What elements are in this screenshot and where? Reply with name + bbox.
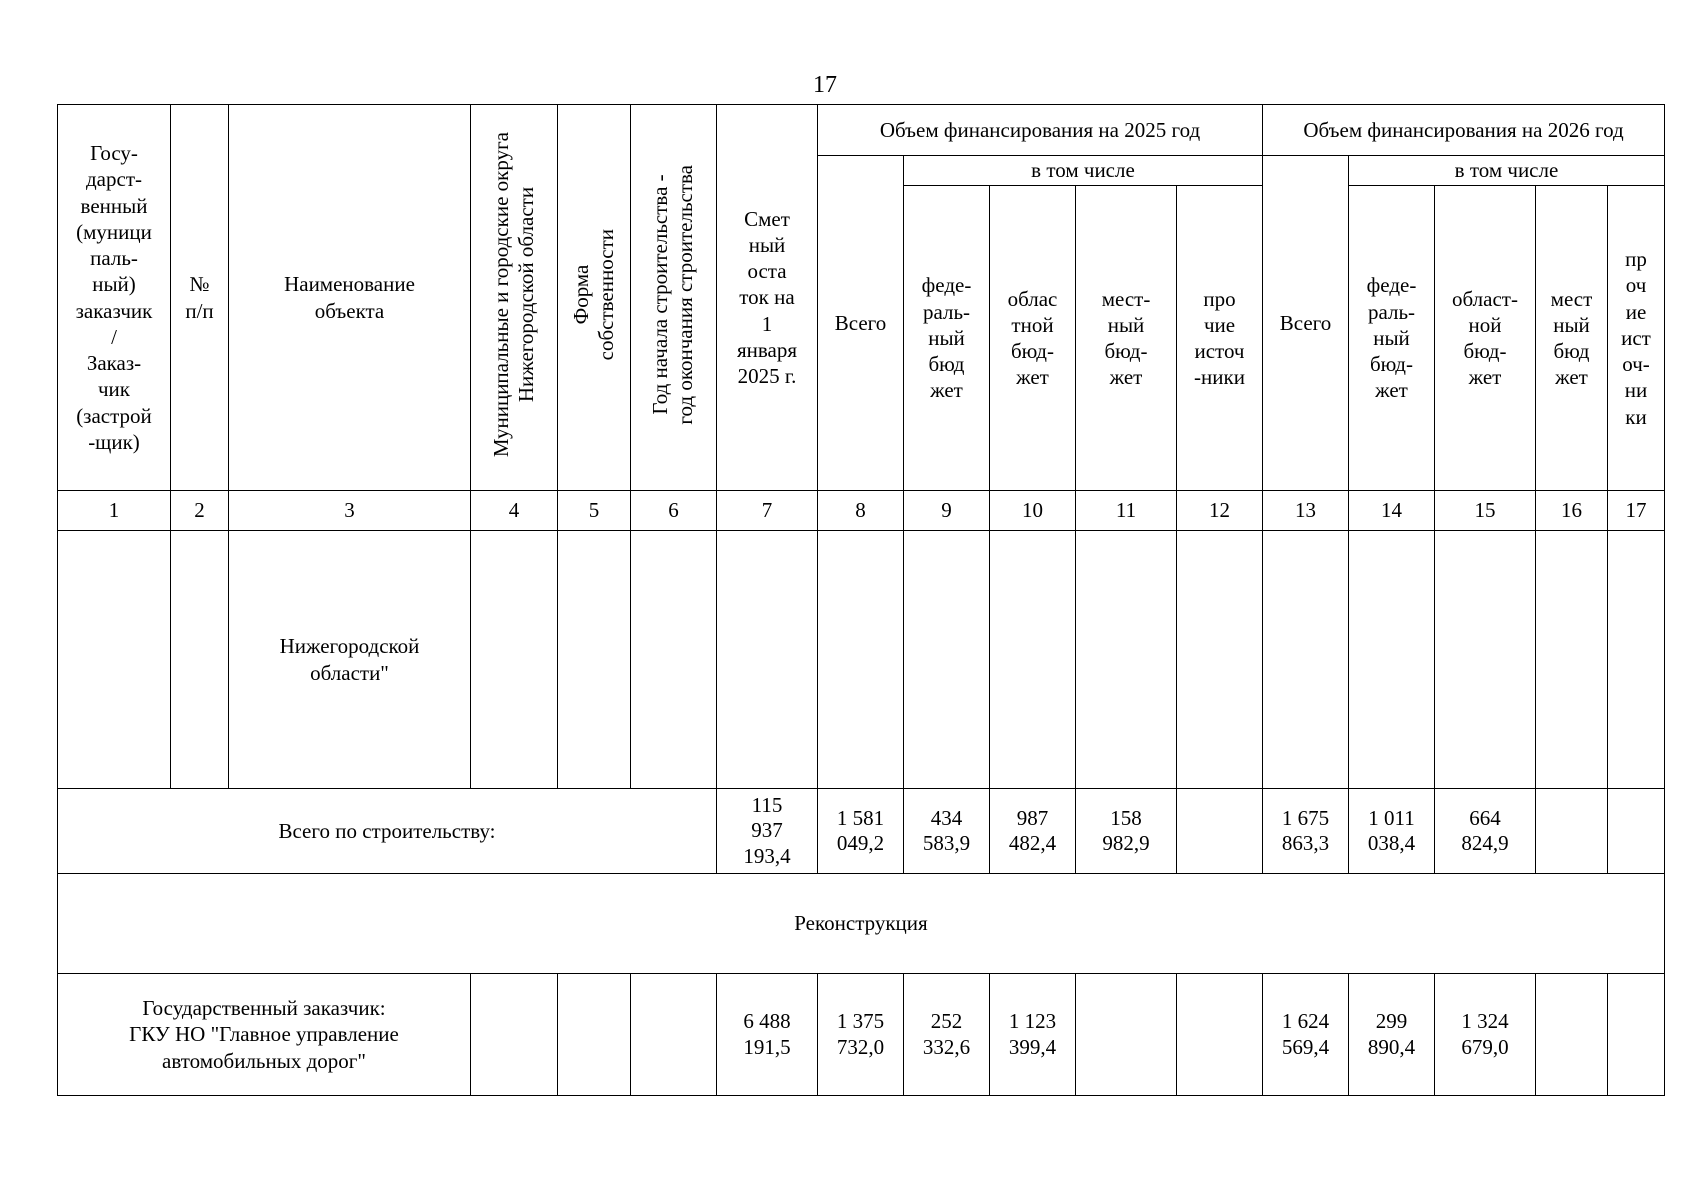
total-federal-2026: 1 011 038,4 xyxy=(1349,789,1435,874)
column-number: 10 xyxy=(990,491,1076,531)
total-regional-2026: 664 824,9 xyxy=(1435,789,1536,874)
header-local-2025: мест- ный бюд- жет xyxy=(1076,186,1177,491)
column-number: 5 xyxy=(558,491,631,531)
header-other-2025: про чие источ -ники xyxy=(1177,186,1263,491)
header-federal-2025: феде- раль- ный бюд жет xyxy=(904,186,990,491)
header-municipalities-text: Муниципальные и городские округа Нижегородской области xyxy=(488,131,538,457)
total-2025: 1 581 049,2 xyxy=(818,789,904,874)
header-construction-years xyxy=(631,105,717,491)
column-number: 1 xyxy=(58,491,171,531)
header-object-name: Наименование объекта xyxy=(229,105,471,491)
header-other-2026: пр оч ие ист оч- ни ки xyxy=(1608,186,1665,491)
customer-federal-2026: 299 890,4 xyxy=(1349,974,1435,1096)
total-estimate: 115 937 193,4 xyxy=(717,789,818,874)
total-row xyxy=(58,789,1665,874)
financing-table xyxy=(57,104,1665,1096)
column-number: 17 xyxy=(1608,491,1665,531)
total-other-2025 xyxy=(1177,789,1263,874)
column-number: 8 xyxy=(818,491,904,531)
total-local-2026 xyxy=(1536,789,1608,874)
header-ownership xyxy=(558,105,631,491)
customer-regional-2026: 1 324 679,0 xyxy=(1435,974,1536,1096)
column-number: 16 xyxy=(1536,491,1608,531)
header-estimate-balance: Смет ный оста ток на 1 января 2025 г. xyxy=(717,105,818,491)
header-municipalities xyxy=(471,105,558,491)
customer-row-label: Государственный заказчик: ГКУ НО "Главное управление автомобильных дорог" xyxy=(58,974,471,1096)
customer-local-2026 xyxy=(1536,974,1608,1096)
customer-row xyxy=(58,974,1665,1096)
customer-other-2026 xyxy=(1608,974,1665,1096)
total-federal-2025: 434 583,9 xyxy=(904,789,990,874)
customer-federal-2025: 252 332,6 xyxy=(904,974,990,1096)
header-local-2026: мест ный бюд жет xyxy=(1536,186,1608,491)
column-number: 3 xyxy=(229,491,471,531)
page-number: 17 xyxy=(813,72,837,98)
header-federal-2026: феде- раль- ный бюд- жет xyxy=(1349,186,1435,491)
customer-total-2026: 1 624 569,4 xyxy=(1263,974,1349,1096)
column-number: 2 xyxy=(171,491,229,531)
header-row-number: № п/п xyxy=(171,105,229,491)
customer-estimate: 6 488 191,5 xyxy=(717,974,818,1096)
customer-other-2025 xyxy=(1177,974,1263,1096)
header-including-2026: в том числе xyxy=(1349,156,1665,186)
header-ownership-text: Форма собственности xyxy=(568,228,618,361)
column-number: 14 xyxy=(1349,491,1435,531)
header-financing-2025: Объем финансирования на 2025 год xyxy=(818,105,1263,156)
section-title: Реконструкция xyxy=(58,874,1665,974)
column-number: 9 xyxy=(904,491,990,531)
column-number: 12 xyxy=(1177,491,1263,531)
header-including-2025: в том числе xyxy=(904,156,1263,186)
total-local-2025: 158 982,9 xyxy=(1076,789,1177,874)
section-row xyxy=(58,874,1665,974)
total-regional-2025: 987 482,4 xyxy=(990,789,1076,874)
continuation-row xyxy=(58,531,1665,789)
total-2026: 1 675 863,3 xyxy=(1263,789,1349,874)
header-customer: Госу- дарст- венный (муници паль- ный) заказчик / Заказ- чик (застрой -щик) xyxy=(58,105,171,491)
column-number: 13 xyxy=(1263,491,1349,531)
total-row-label: Всего по строительству: xyxy=(58,789,717,874)
column-number-row xyxy=(58,491,1665,531)
header-regional-2025: облас тной бюд- жет xyxy=(990,186,1076,491)
customer-local-2025 xyxy=(1076,974,1177,1096)
customer-regional-2025: 1 123 399,4 xyxy=(990,974,1076,1096)
customer-total-2025: 1 375 732,0 xyxy=(818,974,904,1096)
header-total-2025: Всего xyxy=(818,156,904,491)
column-number: 7 xyxy=(717,491,818,531)
header-construction-years-text: Год начала строительства - год окончания строительства xyxy=(648,164,698,425)
header-regional-2026: област- ной бюд- жет xyxy=(1435,186,1536,491)
column-number: 4 xyxy=(471,491,558,531)
total-other-2026 xyxy=(1608,789,1665,874)
header-total-2026: Всего xyxy=(1263,156,1349,491)
continuation-object-name: Нижегородской области" xyxy=(229,531,471,789)
column-number: 15 xyxy=(1435,491,1536,531)
column-number: 6 xyxy=(631,491,717,531)
header-financing-2026: Объем финансирования на 2026 год xyxy=(1263,105,1665,156)
column-number: 11 xyxy=(1076,491,1177,531)
